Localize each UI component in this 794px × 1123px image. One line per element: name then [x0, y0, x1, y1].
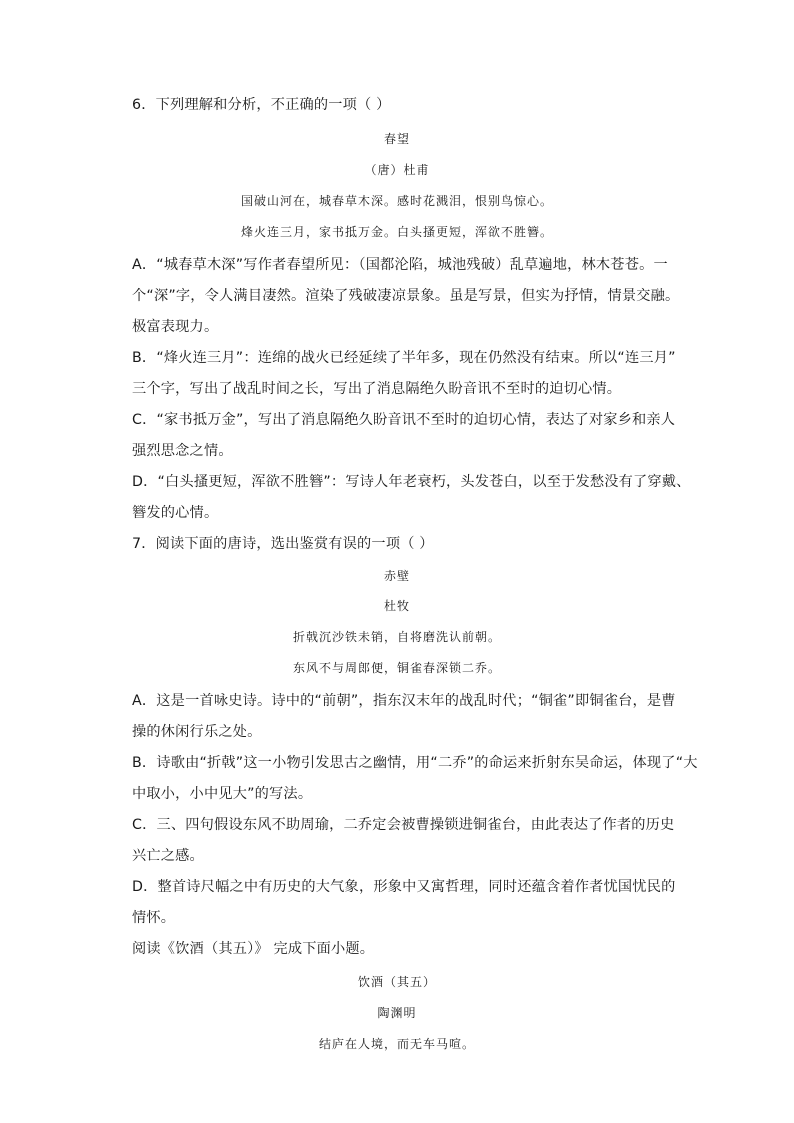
q7-poem-line-1: 折戟沉沙铁未销，自将磨洗认前朝。 [292, 630, 501, 644]
q6-option-d-line-1: D．“白头搔更短，浑欲不胜簪”：写诗人年老衰朽，头发苍白，以至于发愁没有了穿戴、 [132, 474, 691, 490]
q6-poem-title: 春望 [383, 132, 410, 146]
q7-option-b-line-2: 中取小，小中见大”的写法。 [132, 786, 313, 802]
q6-option-a-line-3: 极富表现力。 [132, 319, 219, 335]
q7-option-d-line-1: D．整首诗尺幅之中有历史的大气象，形象中又寓哲理，同时还蕴含着作者忧国忧民的 [132, 879, 676, 895]
q7-poem-title: 赤壁 [383, 569, 410, 583]
q6-poem-line-2: 烽火连三月，家书抵万金。白头搔更短，浑欲不胜簪。 [240, 225, 553, 239]
q7-option-c-line-2: 兴亡之感。 [132, 848, 204, 864]
q7-option-a-line-2: 操的休闲行乐之处。 [132, 724, 262, 740]
q6-option-b-line-2: 三个字，写出了战乱时间之长，写出了消息隔绝久盼音讯不至时的迫切心情。 [132, 381, 622, 397]
reading-poem-line-1: 结庐在人境，而无车马喧。 [318, 1037, 475, 1051]
q7-poem-author: 杜牧 [383, 599, 410, 613]
q7-option-b-line-1: B．诗歌由“折戟”这一小物引发思古之幽情，用“二乔”的命运来折射东吴命运，体现了“大 [132, 755, 698, 771]
q7-poem-line-2: 东风不与周郎便，铜雀春深锁二乔。 [292, 661, 501, 675]
q6-poem-author: （唐）杜甫 [364, 163, 430, 177]
q7-option-d-line-2: 情怀。 [132, 910, 176, 926]
q6-option-c-line-1: C．“家书抵万金”，写出了消息隔绝久盼音讯不至时的迫切心情，表达了对家乡和亲人 [132, 412, 676, 428]
q6-option-a-line-2: 个“深”字，令人满目凄然。渲染了残破凄凉景象。虽是写景，但实为抒情，情景交融。 [132, 288, 680, 304]
reading-poem-title: 饮酒（其五） [357, 975, 436, 989]
q7-option-a-line-1: A．这是一首咏史诗。诗中的“前朝”，指东汉末年的战乱时代；“铜雀”即铜雀台，是曹 [132, 693, 676, 709]
q6-poem-line-1: 国破山河在，城春草木深。感时花溅泪，恨别鸟惊心。 [240, 194, 553, 208]
reading-poem-author: 陶渊明 [377, 1006, 417, 1020]
q6-option-d-line-2: 簪发的心情。 [132, 505, 219, 521]
q6-option-c-line-2: 强烈思念之情。 [132, 443, 233, 459]
q6-option-b-line-1: B．“烽火连三月”：连绵的战火已经延续了半年多，现在仍然没有结束。所以“连三月” [132, 350, 676, 366]
q7-stem: 7．阅读下面的唐诗，选出鉴赏有误的一项（ ） [132, 536, 434, 552]
reading-intro: 阅读《饮酒（其五）》 完成下面小题。 [132, 941, 375, 957]
q6-option-a-line-1: A．“城春草木深”写作者春望所见：（国都沦陷，城池残破）乱草遍地，林木苍苍。一 [132, 257, 668, 273]
q6-stem: 6．下列理解和分析，不正确的一项（ ） [132, 97, 391, 113]
q7-option-c-line-1: C．三、四句假设东风不助周瑜，二乔定会被曹操锁进铜雀台，由此表达了作者的历史 [132, 817, 675, 833]
